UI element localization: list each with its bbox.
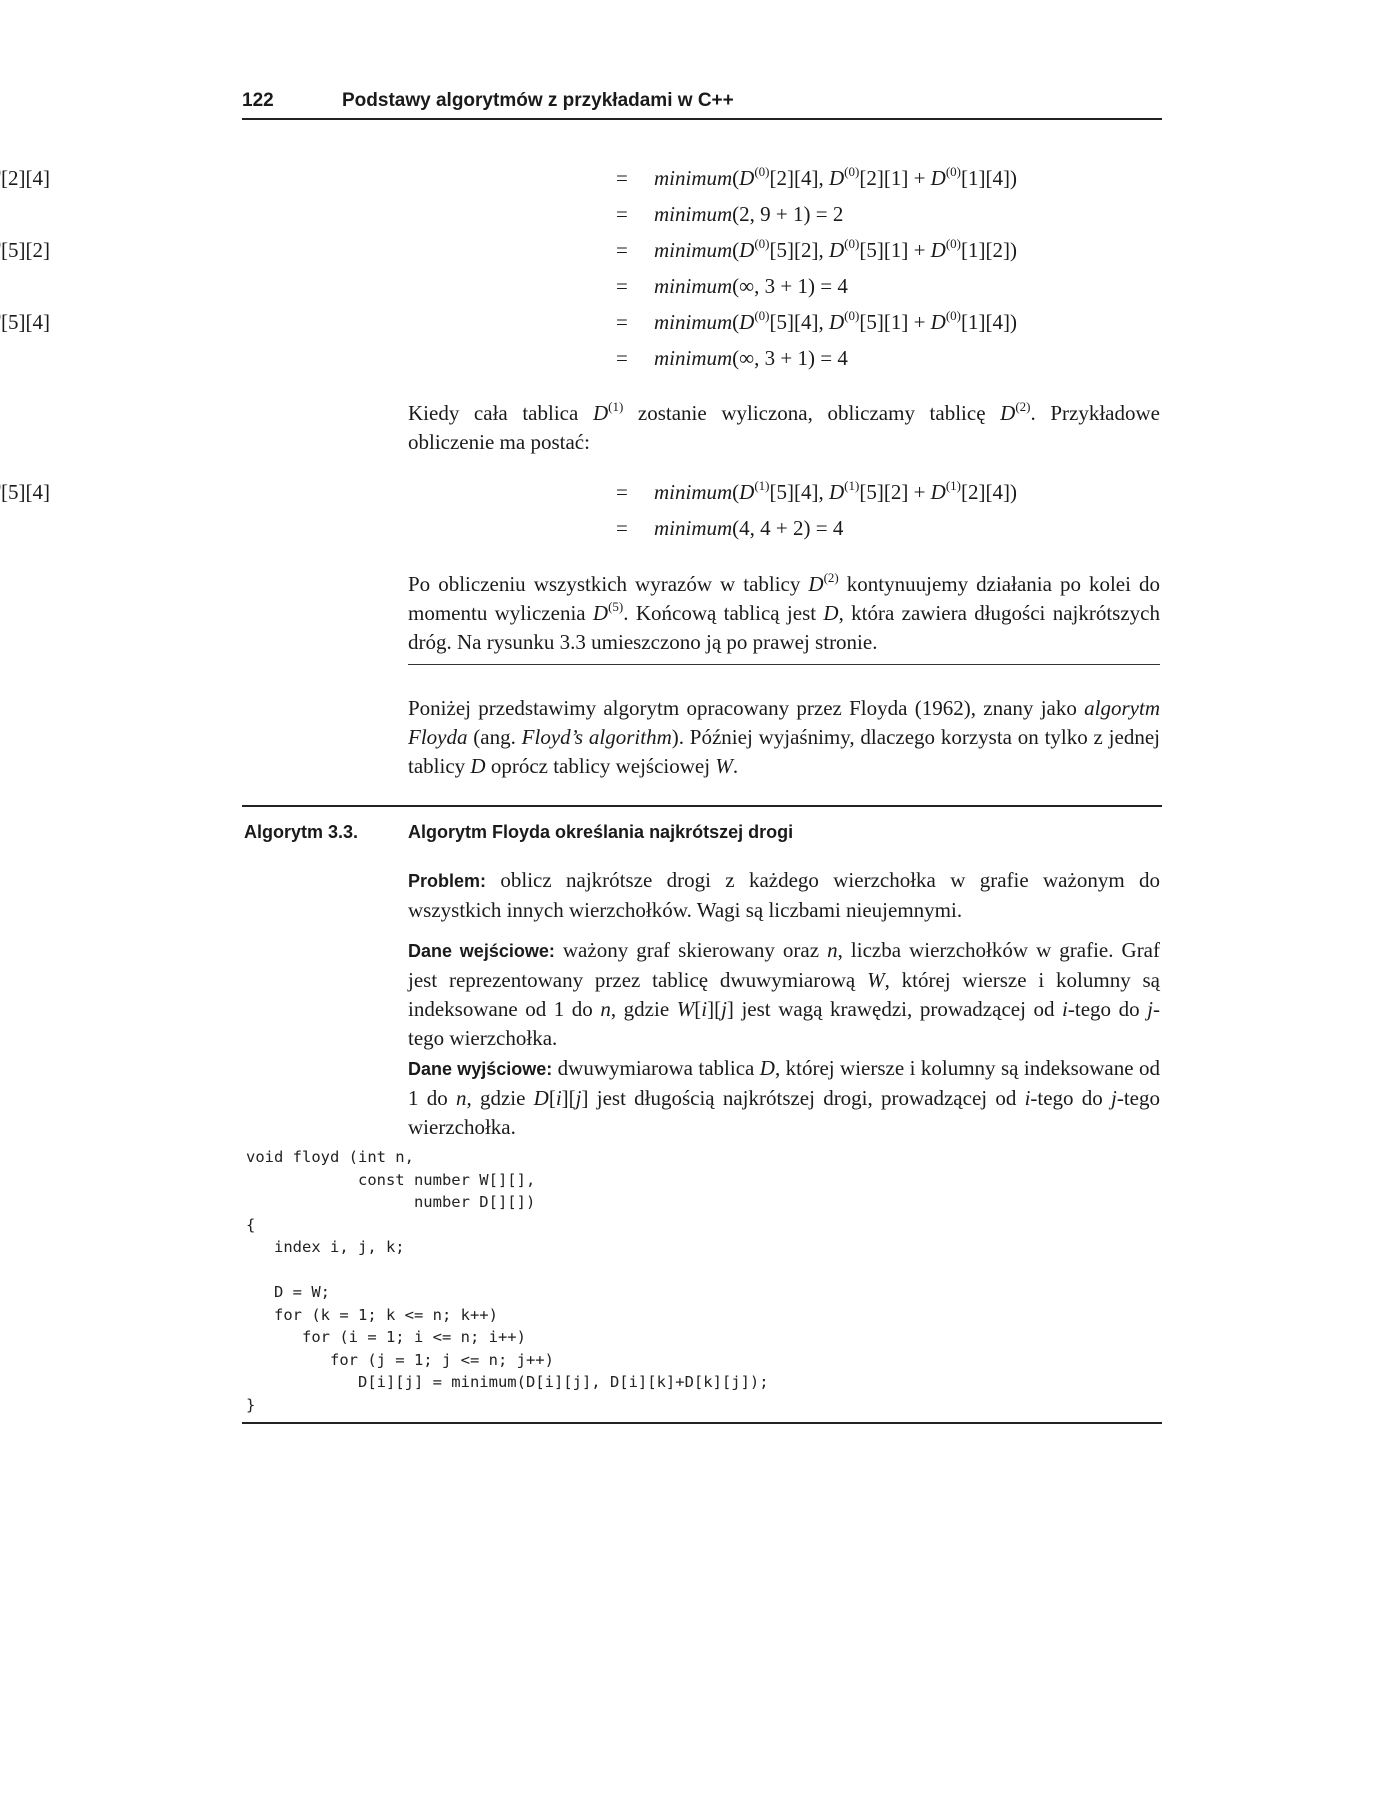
code-listing <box>246 1146 769 1416</box>
code-line: index i, j, k; <box>246 1238 405 1256</box>
algorithm-input: Dane wejściowe: ważony graf skierowany oraz n, liczba wierzchołków w grafie. Graf jest reprezentowany przez tablicę dwuwymiarową W, której wiersze i kolumny są indeksowane od 1 do n, gdzie W[i][j] jest wagą krawędzi, prowadzącej od i-tego do j-tego wierzchołka. <box>408 938 1161 1050</box>
algorithm-top-rule <box>242 805 1162 807</box>
output-label: Dane wyjściowe: <box>408 1059 553 1079</box>
code-line: { <box>246 1215 256 1234</box>
input-label: Dane wejściowe: <box>408 941 555 961</box>
code-line: for (j = 1; j <= n; j++) <box>246 1350 554 1369</box>
code-line: void floyd (int n, <box>246 1148 414 1166</box>
code-line: D = W; <box>246 1283 330 1301</box>
code-line: for (k = 1; k <= n; k++) <box>246 1305 498 1324</box>
paragraph-floyd-intro: Poniżej przedstawimy algorytm opracowany przez Floyda (1962), znany jako algorytm Floyda (ang. Floyd’s algorithm). Później wyjaśnimy, dlaczego korzysta on tylko z jednej tablicy D oprócz tablicy wejściowej W. <box>408 696 1160 778</box>
code-line: } <box>246 1395 256 1414</box>
paragraph-d1-computed: Kiedy cała tablica $D^{(1)}$ zostanie wyliczona, obliczamy tablicę $D^{(2)}$. Przykładowe obliczenie ma postać: <box>408 399 1160 454</box>
code-line: const number W[][], <box>246 1170 536 1189</box>
algorithm-bottom-rule <box>242 1422 1162 1424</box>
paragraph-continue: Po obliczeniu wszystkich wyrazów w tablicy $D^{(2)}$ kontynuujemy działania po kolei do momentu wyliczenia $D^{(5)}$. Końcową tablicą jest D, która zawiera długości najkrótszych dróg. Na rysunku 3.3 umieszczono ją po prawej stronie. <box>408 570 1160 654</box>
code-line: for (i = 1; i <= n; i++) <box>246 1328 526 1346</box>
algorithm-output: Dane wyjściowe: dwuwymiarowa tablica D, której wiersze i kolumny są indeksowane od 1 do n, gdzie D[i][j] jest długością najkrótszej drogi, prowadzącej od i-tego do j-tego wierzchołka. <box>408 1056 1161 1139</box>
running-title: Podstawy algorytmów z przykładami w C++ <box>342 90 734 111</box>
algorithm-problem: Problem: oblicz najkrótsze drogi z każdego wierzchołka w grafie ważonym do wszystkich innych wierzchołków. Wagi są liczbami nieujemnymi. <box>408 868 1160 922</box>
code-line: D[i][j] = minimum(D[i][j], D[i][k]+D[k][j]); <box>246 1373 769 1391</box>
problem-label: Problem: <box>408 871 487 891</box>
section-divider <box>408 664 1160 665</box>
header-rule <box>242 118 1162 120</box>
algorithm-title: Algorytm Floyda określania najkrótszej drogi <box>408 822 794 842</box>
code-line: number D[][]) <box>246 1193 536 1211</box>
algorithm-number: Algorytm 3.3. <box>244 822 359 842</box>
page-number: 122 <box>242 90 274 111</box>
